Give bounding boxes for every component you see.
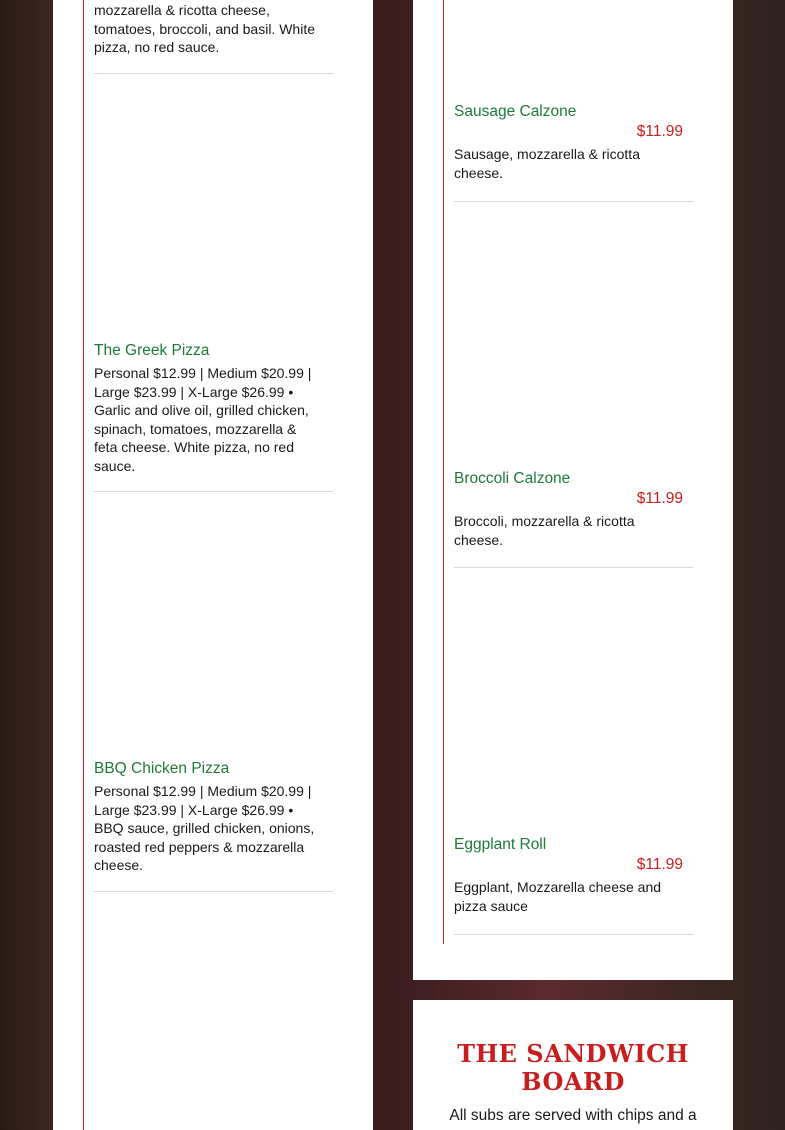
- menu-item: [94, 1, 333, 57]
- section-subtitle: All subs are served with chips and a: [449, 1107, 697, 1124]
- menu-item-divider: [94, 491, 333, 492]
- menu-item-price: $11.99: [636, 856, 683, 873]
- menu-column-right: [413, 0, 733, 980]
- accent-rule: [83, 0, 84, 1130]
- menu-item-sausage-calzone: [454, 102, 693, 182]
- menu-item-divider: [94, 891, 333, 892]
- menu-item-divider: [454, 567, 693, 568]
- section-title: [413, 1040, 733, 1096]
- menu-column-left: [53, 0, 373, 1130]
- menu-item-title: Broccoli Calzone: [454, 470, 571, 487]
- menu-item-description: mozzarella & ricotta cheese, tomatoes, broccoli, and basil. White pizza, no red sauce.: [94, 2, 315, 55]
- menu-item-bbq-chicken-pizza: [94, 759, 333, 875]
- menu-item-description: Personal $12.99 | Medium $20.99 | Large $23.99 | X-Large $26.99 • BBQ sauce, grilled chicken, onions, roasted red peppers & mozzarella cheese.: [94, 783, 315, 873]
- menu-item-divider: [454, 934, 693, 935]
- accent-rule: [443, 0, 444, 944]
- menu-item-title: The Greek Pizza: [94, 342, 210, 359]
- menu-item-description: Eggplant, Mozzarella cheese and pizza sauce: [454, 879, 662, 914]
- sandwich-board-section: [413, 1000, 733, 1130]
- section-title-line: BOARD: [521, 1067, 625, 1096]
- menu-item-divider: [94, 73, 333, 74]
- menu-item-title: BBQ Chicken Pizza: [94, 760, 230, 777]
- menu-item-price: $11.99: [636, 490, 683, 507]
- section-title-line: THE SANDWICH: [457, 1039, 689, 1068]
- menu-item-greek-pizza: [94, 341, 333, 475]
- menu-item-title: Sausage Calzone: [454, 103, 577, 120]
- menu-item-title: Eggplant Roll: [454, 836, 547, 853]
- menu-item-description: Broccoli, mozzarella & ricotta cheese.: [454, 513, 635, 548]
- menu-item-description: Sausage, mozzarella & ricotta cheese.: [454, 146, 640, 181]
- menu-item-divider: [454, 201, 693, 202]
- menu-item-eggplant-roll: [454, 835, 693, 915]
- menu-item-price: $11.99: [636, 123, 683, 140]
- menu-item-description: Personal $12.99 | Medium $20.99 | Large $23.99 | X-Large $26.99 • Garlic and olive oil, grilled chicken, spinach, tomatoes, mozzarella & feta cheese. White pizza, no red sauce.: [94, 365, 312, 474]
- menu-item-broccoli-calzone: [454, 469, 693, 549]
